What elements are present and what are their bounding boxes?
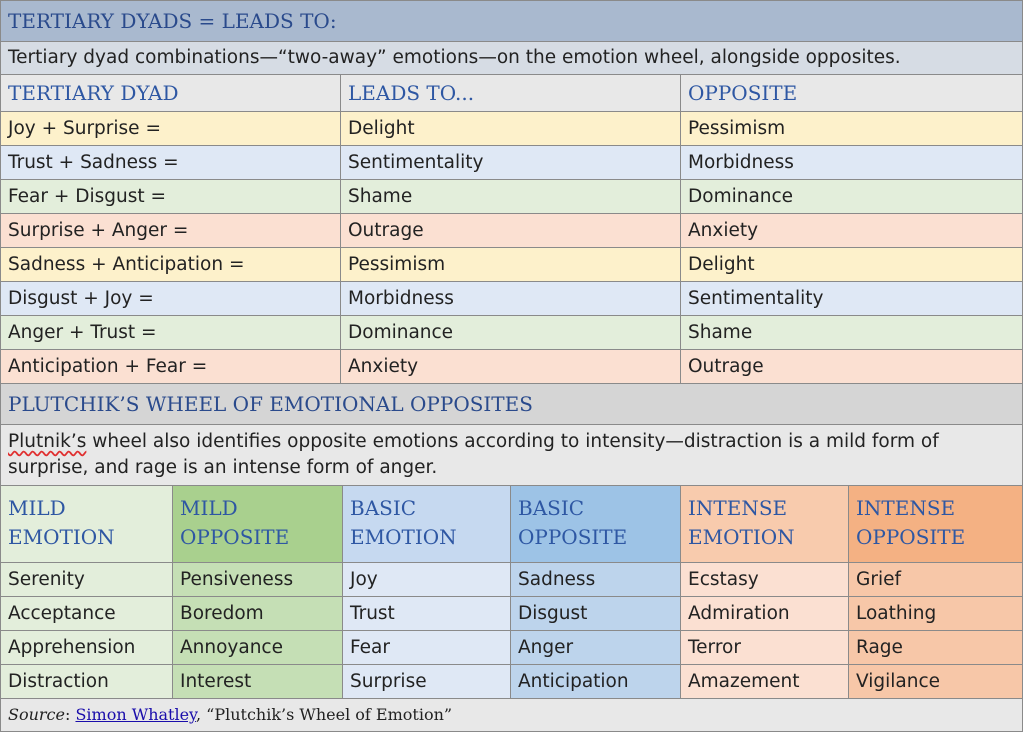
leads-to-cell: Anxiety: [341, 350, 681, 384]
intense-opposite-cell: Loathing: [849, 597, 1023, 631]
intense-opposite-cell: Grief: [849, 563, 1023, 597]
intense-opposite-cell: Vigilance: [849, 665, 1023, 699]
leads-to-cell: Pessimism: [341, 248, 681, 282]
wheel-description-text: wheel also identifies opposite emotions according to intensity—distraction is a mild form of surprise, and rage is an intense form of anger.: [8, 431, 939, 478]
leads-to-cell: Outrage: [341, 214, 681, 248]
intense-emotion-cell: Terror: [681, 631, 849, 665]
header-intense-emotion: INTENSE EMOTION: [681, 486, 849, 563]
mild-opposite-cell: Boredom: [173, 597, 343, 631]
wheel-table: [0, 383, 1023, 732]
dyad-row: [1, 112, 1023, 146]
dyad-row: [1, 180, 1023, 214]
opposite-cell: Shame: [681, 316, 1023, 350]
leads-to-cell: Morbidness: [341, 282, 681, 316]
mild-opposite-cell: Annoyance: [173, 631, 343, 665]
dyad-row: [1, 316, 1023, 350]
leads-to-cell: Shame: [341, 180, 681, 214]
dyad-row: [1, 350, 1023, 384]
basic-emotion-cell: Joy: [343, 563, 511, 597]
dyad-cell: Sadness + Anticipation =: [1, 248, 341, 282]
wheel-row: [1, 665, 1023, 699]
mild-emotion-cell: Acceptance: [1, 597, 173, 631]
dyad-row: [1, 282, 1023, 316]
dyad-row: [1, 214, 1023, 248]
mild-emotion-cell: Apprehension: [1, 631, 173, 665]
dyad-cell: Surprise + Anger =: [1, 214, 341, 248]
mild-opposite-cell: Pensiveness: [173, 563, 343, 597]
wheel-row: [1, 597, 1023, 631]
dyad-cell: Trust + Sadness =: [1, 146, 341, 180]
wheel-row: [1, 563, 1023, 597]
basic-opposite-cell: Sadness: [511, 563, 681, 597]
basic-emotion-cell: Surprise: [343, 665, 511, 699]
wheel-header-row: [1, 486, 1023, 563]
dyad-cell: Anticipation + Fear =: [1, 350, 341, 384]
opposite-cell: Outrage: [681, 350, 1023, 384]
wheel-description-row: [1, 425, 1023, 486]
wheel-title-row: [1, 384, 1023, 425]
basic-emotion-cell: Trust: [343, 597, 511, 631]
opposite-cell: Anxiety: [681, 214, 1023, 248]
header-basic-opposite: BASIC OPPOSITE: [511, 486, 681, 563]
opposite-cell: Sentimentality: [681, 282, 1023, 316]
opposite-cell: Pessimism: [681, 112, 1023, 146]
dyad-cell: Joy + Surprise =: [1, 112, 341, 146]
source-title: , “Plutchik’s Wheel of Emotion”: [195, 705, 453, 724]
opposite-cell: Delight: [681, 248, 1023, 282]
mild-emotion-cell: Distraction: [1, 665, 173, 699]
wheel-row: [1, 631, 1023, 665]
description: Tertiary dyad combinations—“two-away” emotions—on the emotion wheel, alongside opposites.: [1, 42, 1023, 75]
intense-emotion-cell: Admiration: [681, 597, 849, 631]
page-title: TERTIARY DYADS = LEADS TO:: [1, 1, 1023, 42]
mild-opposite-cell: Interest: [173, 665, 343, 699]
dyad-cell: Anger + Trust =: [1, 316, 341, 350]
source-citation: [1, 699, 1023, 732]
misspelled-word[interactable]: Plutnik’s: [8, 431, 87, 452]
header-basic-emotion: BASIC EMOTION: [343, 486, 511, 563]
intense-emotion-cell: Amazement: [681, 665, 849, 699]
intense-emotion-cell: Ecstasy: [681, 563, 849, 597]
leads-to-cell: Sentimentality: [341, 146, 681, 180]
intense-opposite-cell: Rage: [849, 631, 1023, 665]
opposite-cell: Morbidness: [681, 146, 1023, 180]
source-label: Source: [8, 705, 65, 724]
dyad-cell: Fear + Disgust =: [1, 180, 341, 214]
header-opposite: OPPOSITE: [681, 75, 1023, 112]
wheel-description: [1, 425, 1023, 486]
dyad-cell: Disgust + Joy =: [1, 282, 341, 316]
source-row: [1, 699, 1023, 732]
title-row: [1, 1, 1023, 42]
header-mild-opposite: MILD OPPOSITE: [173, 486, 343, 563]
leads-to-cell: Dominance: [341, 316, 681, 350]
mild-emotion-cell: Serenity: [1, 563, 173, 597]
dyad-row: [1, 146, 1023, 180]
wheel-title: PLUTCHIK’S WHEEL OF EMOTIONAL OPPOSITES: [1, 384, 1023, 425]
header-leads-to: LEADS TO...: [341, 75, 681, 112]
source-author-link[interactable]: Simon Whatley: [75, 705, 196, 724]
basic-opposite-cell: Anticipation: [511, 665, 681, 699]
dyad-row: [1, 248, 1023, 282]
source-colon: :: [64, 705, 76, 724]
basic-emotion-cell: Fear: [343, 631, 511, 665]
header-mild-emotion: MILD EMOTION: [1, 486, 173, 563]
opposite-cell: Dominance: [681, 180, 1023, 214]
leads-to-cell: Delight: [341, 112, 681, 146]
description-row: [1, 42, 1023, 75]
basic-opposite-cell: Anger: [511, 631, 681, 665]
header-intense-opposite: INTENSE OPPOSITE: [849, 486, 1023, 563]
basic-opposite-cell: Disgust: [511, 597, 681, 631]
header-tertiary-dyad: TERTIARY DYAD: [1, 75, 341, 112]
dyad-header-row: [1, 75, 1023, 112]
